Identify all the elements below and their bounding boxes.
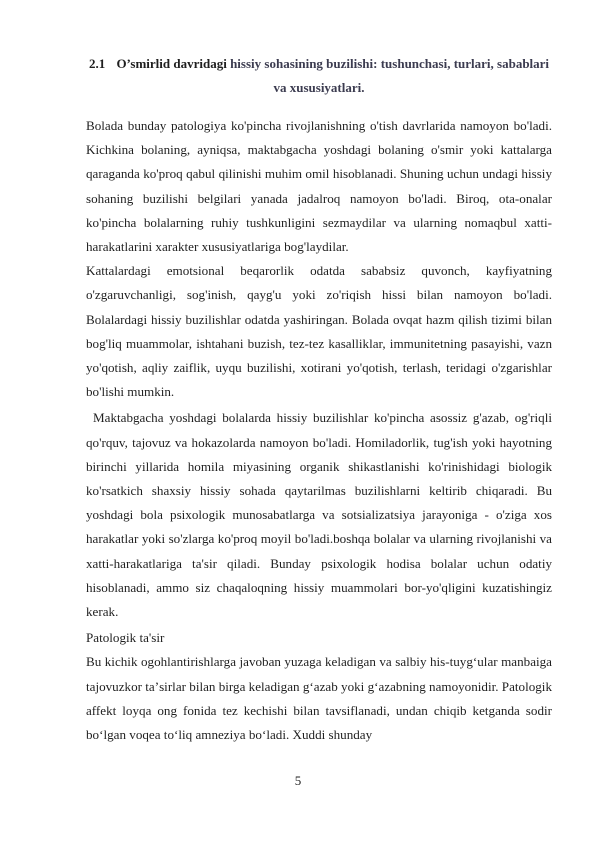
section-title-part1: O’smirlid davridagi (116, 56, 227, 71)
section-title-part2: hissiy sohasining buzilishi: tushunchasi, turlari, sabablari va xususiyatlari. (230, 56, 550, 95)
paragraph-2: Kattalardagi emotsional beqarorlik odatda sababsiz quvonch, kayfiyatning o'zgaruvchanligi, sog'inish, qayg'u yoki zo'riqish hissi bilan namoyon bo'ladi. Bolalardagi hissiy buzilishlar odatda yashiringan. Bolada ovqat hazm qilish tizimi bilan bog'liq muammolar, ishtahani buzish, tez-tez kasalliklar, immunitetning pasayishi, vazn yo'qotish, aqliy zaiflik, uyqu buzilishi, xotirani yo'qotish, terlash, teridagi o'zgarishlar bo'lishi mumkin. (86, 263, 552, 400)
paragraph-1: Bolada bunday patologiya ko'pincha rivojlanishning o'tish davrlarida namoyon bo'ladi. Kichkina bolaning, ayniqsa, maktabgacha yoshdagi bolaning o'smir yoki kattalarga qaraganda ko'proq qabul qilinishi muhim omil hisoblanadi. Shuning uchun undagi hissiy sohaning buzilishi belgilari yanada jadalroq namoyon bo'ladi. Biroq, ota-onalar ko'pincha bolalarning ruhiy tushkunligini sezmaydilar va ularning nomaqbul xatti-harakatlarini xarakter xususiyatlariga bog'laydilar. (86, 118, 552, 255)
subheading-pathologic-effect: Patologik ta'sir (86, 630, 165, 646)
content-area (86, 52, 552, 747)
section-heading (86, 52, 552, 100)
page-number: 5 (294, 773, 302, 788)
paragraph-3: Maktabgacha yoshdagi bolalarda hissiy buzilishlar ko'pincha asossiz g'azab, og'riqli qo'rquv, tajovuz va hokazolarda namoyon bo'ladi. Homiladorlik, tug'ish yoki hayotning birinchi yillarida homila miyasining organik shikastlanishi ko'rinishidagi biologik ko'rsatkich shaxsiy hissiy sohada qaytarilmas buzilishlarni keltirib chiqaradi. Bu yoshdagi bola psixologik munosabatlarga va sotsializatsiya jarayoniga - o'ziga xos harakatlar yoki so'zlarga ko'proq moyil bo'ladi.boshqa bolalar va ularning rivojlanishi va xatti-harakatlariga ta'sir qiladi. Bunday psixologik hodisa bolalar uchun odatiy hisoblanadi, ammo siz chaqaloqning hissiy muammolari bor-yo'qligini kuzatishingiz kerak. (86, 410, 552, 620)
paragraph-4: Bu kichik ogohlantirishlarga javoban yuzaga keladigan va salbiy his-tuygʻular manbaiga tajovuzkor taʼsirlar bilan birga keladigan gʻazab yoki gʻazabning namoyonidir. Patologik affekt loyqa ong fonida tez kechishi bilan tavsiflanadi, undan chiqib ketganda sodir boʻlgan voqea toʻliq amneziya boʻladi. Xuddi shunday (86, 654, 552, 743)
section-number: 2.1 (88, 56, 106, 71)
